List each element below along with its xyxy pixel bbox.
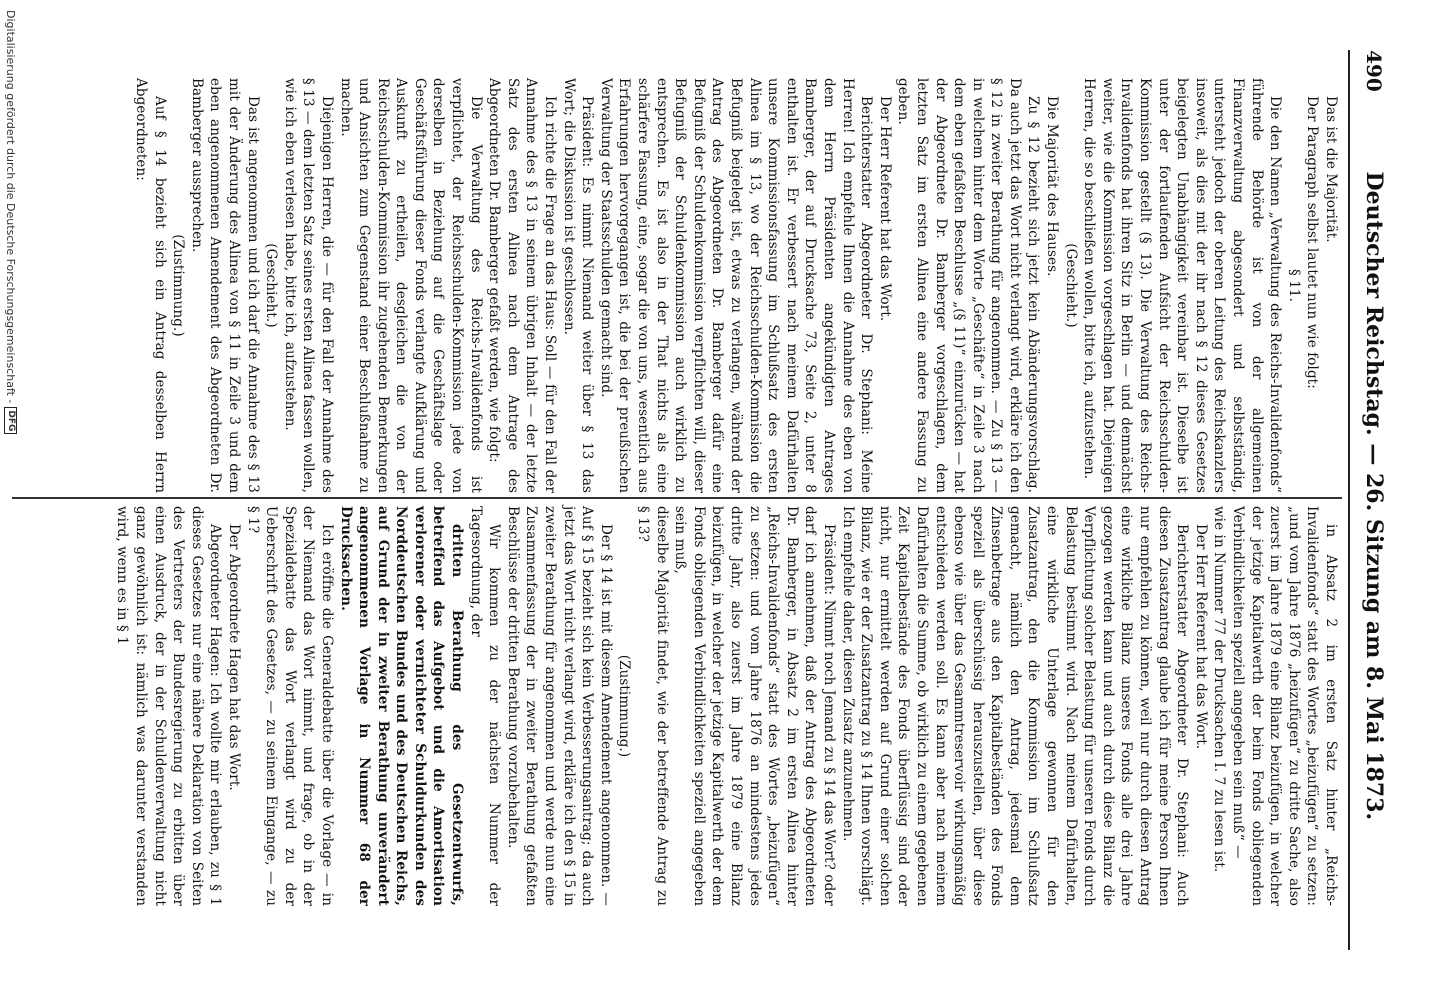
paragraph: Präsident: Es nimmt Niemand weiter über § 13 das Wort; die Diskussion ist geschlossen. xyxy=(560,78,596,493)
left-column xyxy=(131,78,1340,493)
paragraph: wie in Nummer 77 der Drucksachen I. 7 zu lesen ist. xyxy=(1211,506,1228,873)
paragraph: Das ist angenommen und ich darf die Annahme des § 13 mit der Änderung des Alinea von § 11 in Zeile 3 und dem eben angenommenen Amendement des Abgeordneten Dr. Bamberger aussprechen. xyxy=(188,78,261,493)
paragraph: Ich eröffne die Generaldebatte über die Vorlage — in der Niemand das Wort nimmt, und frage, ob in der Spezialdebatte das Wort verlangt wird zu der Ueberschrift des Gesetzes, — zu seinem Eingange, — zu § 1? xyxy=(244,506,335,906)
page-title: Deutscher Reichstag. — 26. Sitzung am 8. Mai 1873. xyxy=(1361,171,1387,821)
quoted-text: in Absatz 2 im ersten Satz hinter „Reichs-Invalidenfonds“ statt des Wortes „beizufügen“ zu setzen: „und vom Jahre 1876 „heizufügen“ zu dritte Sache, also zuerst im Jahre 1879 eine Bilanz beizufügen, in welcher der jetzige Kapitalwerth der beim Fonds obliegenden Verbindlichkeiten speziell angegeben sein muß“ — xyxy=(1230,506,1339,906)
paragraph: dieselbe Majorität findet, wie der betreffende Antrag zu § 13? xyxy=(635,506,670,906)
column-divider xyxy=(12,497,1342,499)
right-column xyxy=(113,506,1340,906)
digitization-note: Digitalisierung gefördert durch die Deutsche Forschungsgemeinschaft - xyxy=(4,10,18,404)
quoted-text: Die Verwaltung des Reichs-Invalidenfonds ist verpflichtet, der Reichsschulden-Kommission jede von derselben in Beziehung auf die Geschäftslage oder Geschäftsführung dieser Fonds verlangte Aufklärung und Auskunft zu ertheilen, desgleichen die von der Reichsschulden-Kommission ihr zugehenden Bemerkungen und Ansichten zum Gegenstand einer Beschlußnahme zu machen. xyxy=(337,78,484,493)
paragraph: Ich richte die Frage an das Haus: Soll — für den Fall der Annahme des § 13 in seinem übrigen Inhalt — der letzte Satz des ersten Alinea nach dem Antrage des Abgeordneten Dr. Bamberger gefaßt werden, wie folgt: xyxy=(486,78,559,493)
paragraph: Die Majorität des Hauses. xyxy=(1044,96,1061,277)
paragraph: Wir kommen zu der nächsten Nummer der Tagesordnung, der xyxy=(467,506,503,906)
page-number: 490 xyxy=(1362,50,1386,92)
header-rule xyxy=(1348,50,1350,950)
digitization-footer xyxy=(4,10,18,990)
stage-direction: (Zustimmung.) xyxy=(170,234,187,337)
section-heading: § 11. xyxy=(1285,268,1302,302)
paragraph: Der Abgeordnete Hagen hat das Wort. xyxy=(225,524,242,791)
paragraph: Der Herr Referent hat das Wort. xyxy=(876,96,893,322)
stage-direction: (Zustimmung.) xyxy=(616,654,633,758)
paragraph: Der § 14 ist mit diesem Amendement angenommen. — Auf § 15 bezieht sich kein Verbesserungsantrag; da auch jetzt das Wort nicht verlangt wird, erkläre ich den § 15 in zweiter Berathung für angenommen und werde nun eine Zusammenfassung der in zweiter Berathung gefaßten Beschlüsse der dritten Berathung vorzubehalten. xyxy=(504,506,614,906)
paragraph: Der Paragraph selbst lautet nun wie folgt: xyxy=(1304,96,1321,389)
paragraph: Berichterstatter Abgeordneter Dr. Stephani: Auch diesen Zusatzantrag glaube ich für meine Person Ihnen nur empfehlen zu können, weil nur durch diesen Antrag eine wirkliche Bilanz unseres Fonds alle drei Jahre gezogen werden kann und auch durch diese Bilanz die Verpflichtung solcher Belastung für unseren Fonds durch Belastung bestimmt wird. Nach meinem Dafürhalten, eine wirkliche Unterlage gewonnen für den Zusatzantrag, den die Kommission im Schlußsatz gemacht, nämlich den Antrag, jedesmal dem Zinsenbetrage aus den Kapitalbeständen des Fonds speziell als überschüssig herauszustellen, über diese ebenso wie über das Gesammtreservoir wirkungsmäßig entschieden werden soll. Es kann aber nach meinem Dafürhalten die Summe, ob wirklich zu einem gegebenen Zeit Kapitalbestände des Fonds überflüssig sind oder nicht, nur ermittelt werden auf Grund einer solchen Bilanz, wie er der Zusatzantrag zu § 14 Ihnen vorschlägt. Ich empfehle daher, diesen Zusatz anzunehmen. xyxy=(839,506,1191,906)
paragraph: Auf § 14 bezieht sich ein Antrag desselben Herrn Abgeordneten: xyxy=(133,78,168,493)
paragraph: Der Herr Referent hat das Wort. xyxy=(1192,524,1209,750)
page-header xyxy=(1352,50,1396,940)
paragraph: Das ist die Majorität. xyxy=(1323,96,1339,243)
paragraph: Berichterstatter Abgeordneter Dr. Stephani: Meine Herren! Ich empfehle Ihnen die Annahme des eben von dem Herrn Präsidenten angekündigten Antrages Bamberger, der auf Drucksache 73, Seite 2, unter 8 enthalten ist. Er verbessert nach meinem Dafürhalten unsere Kommissionsfassung im Schlußsatz des ersten Alinea im § 13, wo der Reichsschulden-Kommission die Befugniß beigelegt ist, etwas zu verlangen, während der Antrag des Abgeordneten Dr. Bamberger dafür eine Befugniß der Schuldenkommission verpflichten will, dieser Befugniß der Schuldenkommission auch wirklich zu entsprechen. Es ist also in der That nichts als eine schärfere Fassung, eine, sogar die von uns, wesentlich aus Erfahrungen hervorgegangen ist, die bei der preußischen Verwaltung der Staatsschulden gemacht sind. xyxy=(597,78,875,493)
paragraph: Zu § 12 bezieht sich jetzt kein Abänderungsvorschlag. Da auch jetzt das Wort nicht verlangt wird, erkläre ich den § 12 in zweiter Berathung für angenommen. — Zu § 13 — in welchem hinter dem Worte „Geschäfte“ in Zeile 3 nach dem eben gefaßten Beschlusse „(§ 11)“ einzurücken — hat der Abgeordnete Dr. Bamberger vorgeschlagen, dem letzten Satz im ersten Alinea eine andere Fassung zu geben. xyxy=(895,78,1042,493)
stage-direction: (Geschieht.) xyxy=(1062,243,1079,328)
dfg-logo: DFG xyxy=(5,407,18,434)
paragraph: Präsident: Nimmt noch Jemand zu § 14 das Wort? oder darf ich annehmen, daß der Antrag des Abgeordneten Dr. Bamberger, in Absatz 2 im ersten Alinea hinter „Reichs-Invalidenfonds“ statt des Wortes „beizufügen“ zu setzen: und vom Jahre 1876 an mindestens jedes dritte Jahr, also zuerst im Jahre 1879 eine Bilanz beizufügen, in welcher der jetzige Kapitalwerth der dem Fonds obliegenden Verbindlichkeiten speziell angegeben sein muß, xyxy=(672,506,837,906)
stage-direction: (Geschieht.) xyxy=(263,243,280,328)
paragraph: Diejenigen Herren, die — für den Fall der Annahme des § 13 — dem letzten Satz seines ersten Alinea fassen wollen, wie ich eben verlesen habe, bitte ich, aufzustehen. xyxy=(281,78,335,493)
agenda-item: dritten Berathung des Gesetzentwurfs, betreffend das Aufgebot und die Amortisation verlorener oder vernichteter Schuldurkunden des Norddeutschen Bundes und des Deutschen Reichs, auf Grund der in zweiter Berathung unverändert angenommenen Vorlage in Nummer 68 der Drucksachen. xyxy=(337,506,466,906)
paragraph: Die den Namen „Verwaltung des Reichs-Invalidenfonds“ führende Behörde ist von der allgemeinen Finanzverwaltung abgesondert und selbstständig, untersteht jedoch der oberen Leitung des Reichskanzlers insoweit, als dies mit der ihr nach § 12 dieses Gesetzes beigelegten Unabhängigkeit vereinbar ist. Dieselbe ist unter der fortlaufenden Aufsicht der Reichsschulden-Kommission gestellt (§ 13). Die Verwaltung des Reichs-Invalidenfonds hat ihren Sitz in Berlin — und demnächst weiter, wie die Kommission vorgeschlagen hat. Diejenigen Herren, die so beschließen wollen, bitte ich, aufzustehen. xyxy=(1081,78,1284,493)
paragraph: Abgeordneter Hagen: Ich wollte mir erlauben, zu § 1 dieses Gesetzes nur eine nähere Deklaration von Seiten des Vertreters der Bundesregierung zu erbitten über einen Ausdruck, der in der Schuldenverwaltung nicht ganz gewöhnlich ist: nämlich was darunter verstanden wird, wenn es in § 1 xyxy=(114,506,224,906)
